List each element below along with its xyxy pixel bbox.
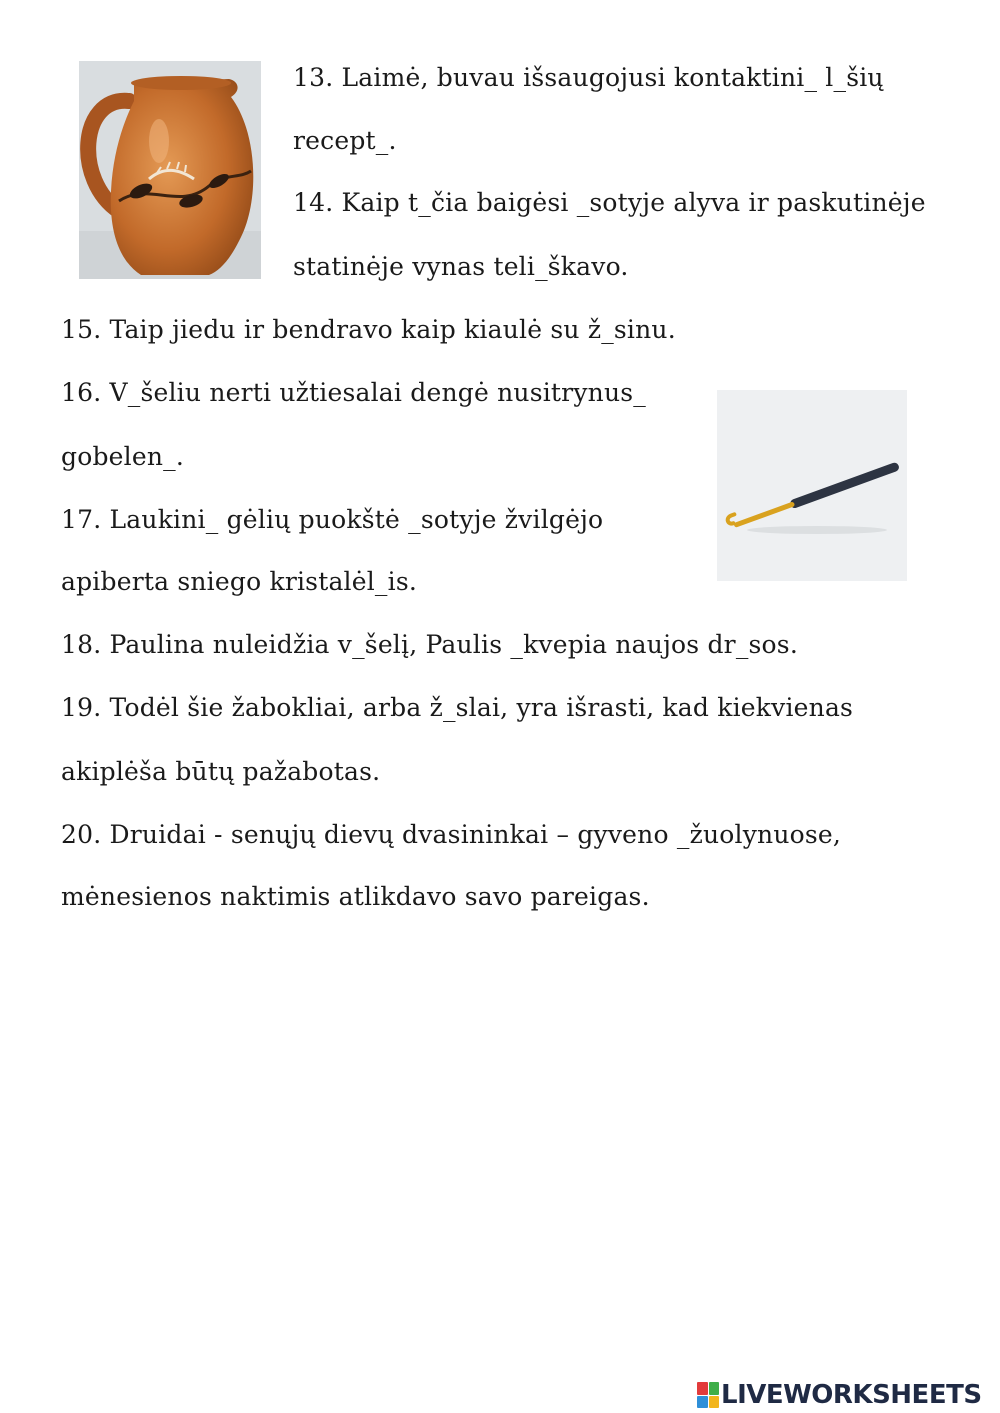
liveworksheets-logo (697, 1378, 997, 1412)
exercise-18: 18. Paulina nuleidžia v_šelį, Paulis _kvepia naujos dr_sos. (61, 630, 798, 659)
exercise-14-line-2: statinėje vynas teli_škavo. (293, 252, 629, 281)
exercise-16-line-2: gobelen_. (61, 442, 184, 471)
exercise-13-line-1: 13. Laimė, buvau išsaugojusi kontaktini_ l_šių (293, 63, 884, 92)
exercise-13-line-2: recept_. (293, 126, 397, 155)
crochet-hook-image (717, 390, 907, 581)
exercise-19-line-1: 19. Todėl šie žabokliai, arba ž_slai, yra išrasti, kad kiekvienas (61, 693, 854, 722)
jug-image (79, 61, 261, 279)
liveworksheets-mark-icon (697, 1382, 719, 1408)
exercise-17-line-2: apiberta sniego kristalėl_is. (61, 567, 418, 596)
clay-jug-icon (79, 61, 261, 279)
exercise-20-line-2: mėnesienos naktimis atlikdavo savo pareigas. (61, 882, 650, 911)
exercise-20-line-1: 20. Druidai - senųjų dievų dvasininkai – gyveno _žuolynuose, (61, 820, 842, 849)
crochet-hook-icon (717, 390, 907, 581)
exercise-19-line-2: akiplėša būtų pažabotas. (61, 757, 381, 786)
logo-text: LIVEWORKSHEETS (721, 1380, 982, 1410)
exercise-17-line-1: 17. Laukini_ gėlių puokštė _sotyje žvilgėjo (61, 505, 604, 534)
exercise-15: 15. Taip jiedu ir bendravo kaip kiaulė su ž_sinu. (61, 315, 676, 344)
exercise-14-line-1: 14. Kaip t_čia baigėsi _sotyje alyva ir paskutinėje (293, 188, 926, 217)
exercise-16-line-1: 16. V_šeliu nerti užtiesalai dengė nusitrynus_ (61, 378, 646, 407)
